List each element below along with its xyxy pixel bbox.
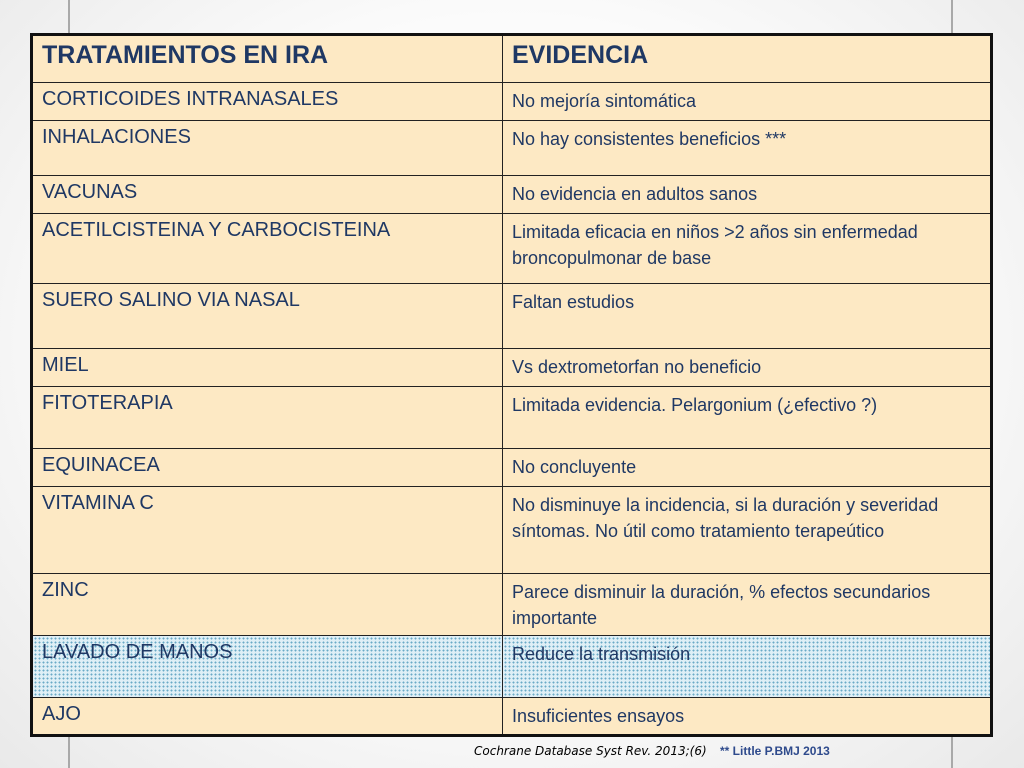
evidence-cell: Reduce la transmisión — [503, 636, 992, 698]
treatment-cell: FITOTERAPIA — [32, 387, 503, 449]
evidence-cell: No disminuye la incidencia, si la duración y severidad síntomas. No útil como tratamiento terapeútico — [503, 487, 992, 574]
header-treatments: TRATAMIENTOS EN IRA — [32, 35, 503, 83]
treatment-cell: SUERO SALINO VIA NASAL — [32, 284, 503, 349]
citation-text: Cochrane Database Syst Rev. 2013;(6) — [474, 744, 707, 758]
evidence-cell: Limitada evidencia. Pelargonium (¿efectivo ?) — [503, 387, 992, 449]
table-row — [32, 574, 992, 636]
table-row — [32, 487, 992, 574]
evidence-cell: Vs dextrometorfan no beneficio — [503, 349, 992, 387]
table-header-row — [32, 35, 992, 83]
table-row — [32, 214, 992, 284]
treatment-cell: CORTICOIDES INTRANASALES — [32, 83, 503, 121]
treatment-cell: AJO — [32, 698, 503, 736]
treatment-cell: INHALACIONES — [32, 121, 503, 176]
treatment-cell: ACETILCISTEINA Y CARBOCISTEINA — [32, 214, 503, 284]
header-evidence: EVIDENCIA — [503, 35, 992, 83]
treatment-cell: VITAMINA C — [32, 487, 503, 574]
treatment-cell: MIEL — [32, 349, 503, 387]
table-row-highlighted — [32, 636, 992, 698]
evidence-cell: No hay consistentes beneficios *** — [503, 121, 992, 176]
evidence-cell: No concluyente — [503, 449, 992, 487]
table-row — [32, 449, 992, 487]
treatments-table — [30, 33, 993, 737]
reference-note: ** Little P.BMJ 2013 — [719, 744, 830, 758]
evidence-cell: Faltan estudios — [503, 284, 992, 349]
evidence-cell: No mejoría sintomática — [503, 83, 992, 121]
treatment-cell: EQUINACEA — [32, 449, 503, 487]
table-row — [32, 698, 992, 736]
table-row — [32, 349, 992, 387]
evidence-cell: Parece disminuir la duración, % efectos secundarios importante — [503, 574, 992, 636]
table-row — [32, 176, 992, 214]
evidence-cell: No evidencia en adultos sanos — [503, 176, 992, 214]
table-row — [32, 387, 992, 449]
treatment-cell: LAVADO DE MANOS — [32, 636, 503, 698]
footer-references — [474, 744, 830, 758]
treatment-cell: ZINC — [32, 574, 503, 636]
evidence-cell: Limitada eficacia en niños >2 años sin enfermedad broncopulmonar de base — [503, 214, 992, 284]
table-row — [32, 121, 992, 176]
evidence-cell: Insuficientes ensayos — [503, 698, 992, 736]
table-row — [32, 284, 992, 349]
treatment-cell: VACUNAS — [32, 176, 503, 214]
table-row — [32, 83, 992, 121]
